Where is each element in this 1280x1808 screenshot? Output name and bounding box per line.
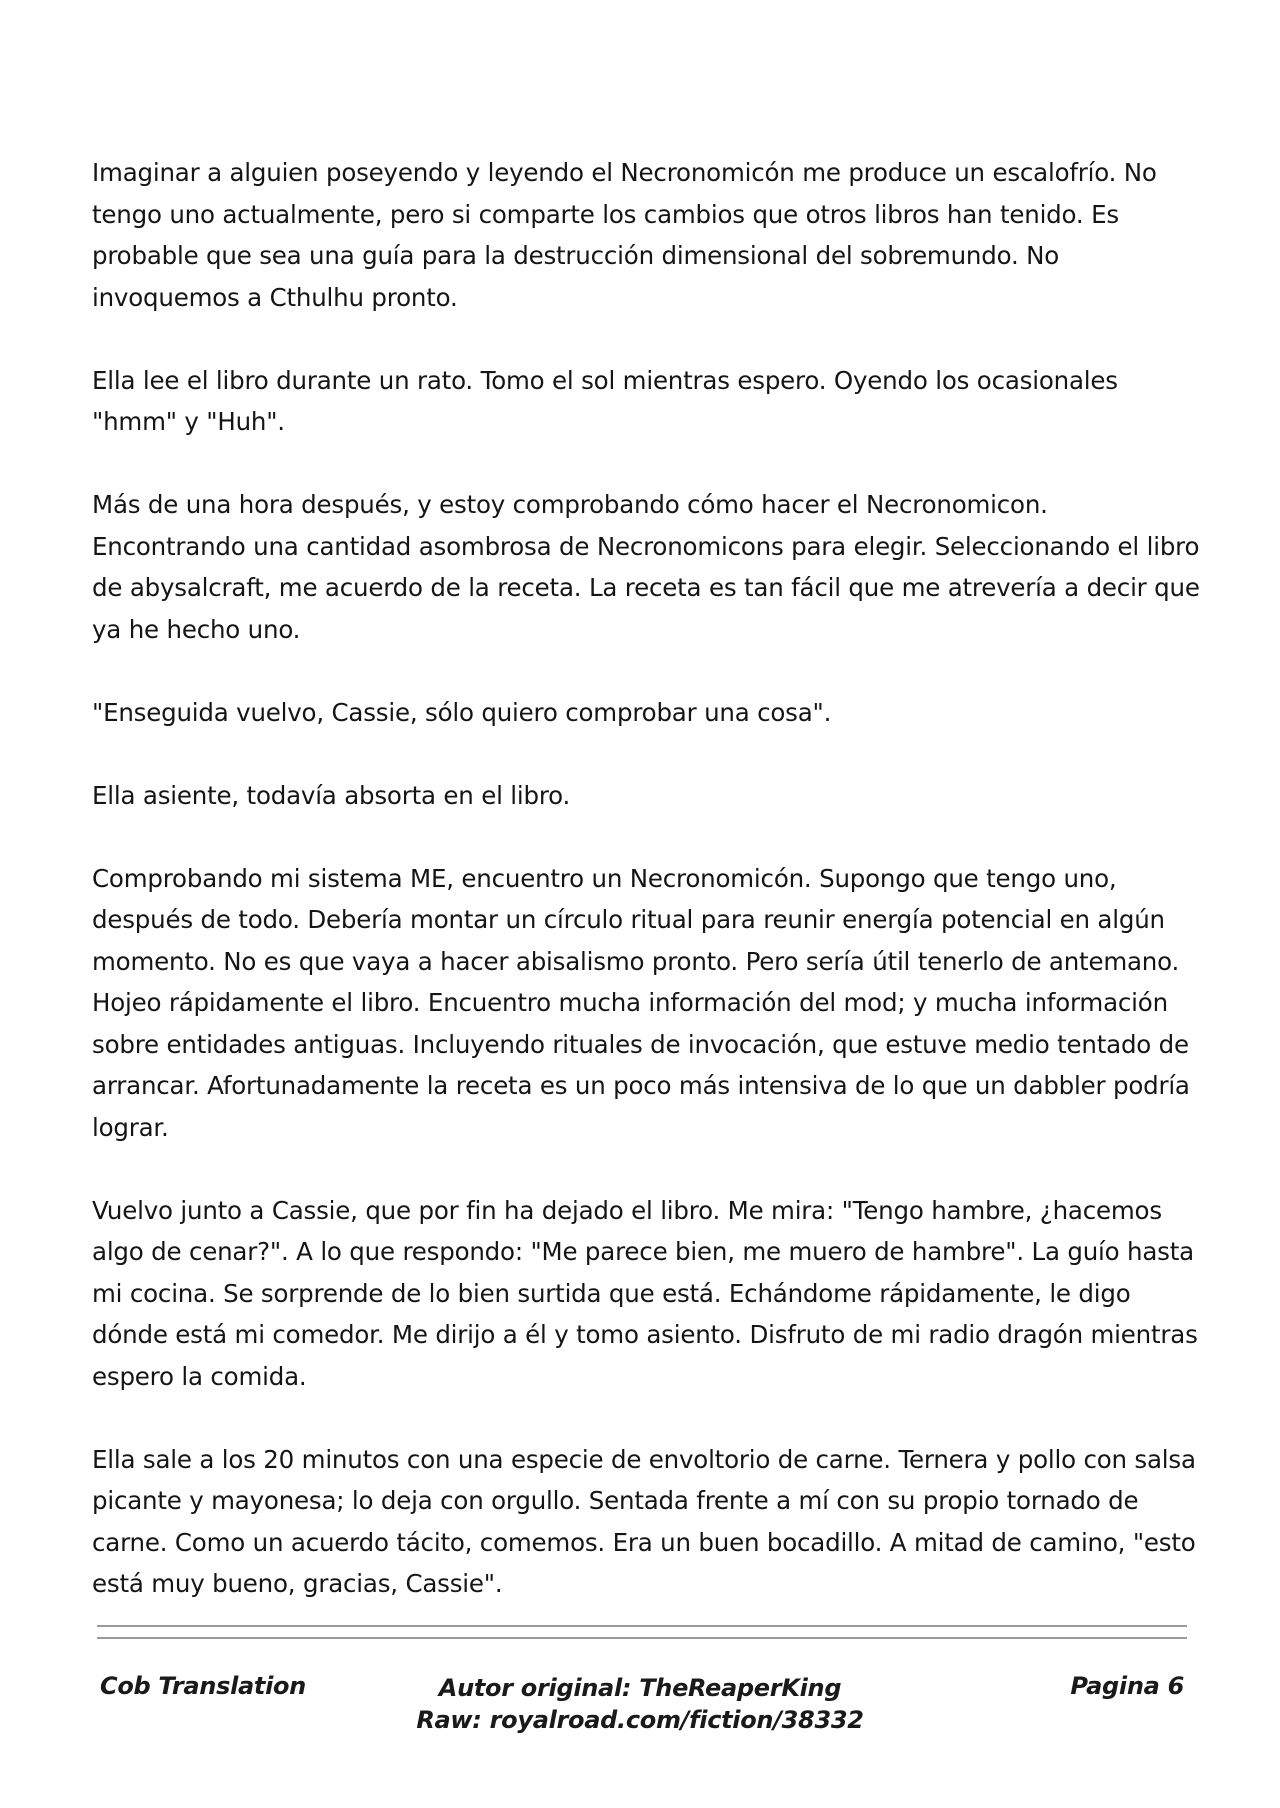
footer-translator: Cob Translation <box>100 1672 306 1700</box>
paragraph: "Enseguida vuelvo, Cassie, sólo quiero comprobar una cosa". <box>92 697 832 727</box>
paragraph: Ella asiente, todavía absorta en el libro. <box>92 780 571 810</box>
paragraph: Ella lee el libro durante un rato. Tomo el sol mientras espero. Oyendo los ocasionales "hmm" y "Huh". <box>92 365 1118 436</box>
footer-divider-top <box>97 1625 1187 1627</box>
paragraph: Vuelvo junto a Cassie, que por fin ha dejado el libro. Me mira: "Tengo hambre, ¿hacemos algo de cenar?". A lo que respondo: "Me parece bien, me muero de hambre". La guío hasta mi cocina. Se sorprende de lo bien surtida que está. Echándome rápidamente, le digo dónde está mi comedor. Me dirijo a él y tomo asiento. Disfruto de mi radio dragón mientras espero la comida. <box>92 1195 1198 1391</box>
paragraph: Más de una hora después, y estoy comprobando cómo hacer el Necronomicon. Encontrando una cantidad asombrosa de Necronomicons para elegir. Seleccionando el libro de abysalcraft, me acuerdo de la receta. La receta es tan fácil que me atrevería a decir que ya he hecho uno. <box>92 490 1200 644</box>
paragraph: Imaginar a alguien poseyendo y leyendo el Necronomicón me produce un escalofrío. No tengo uno actualmente, pero si comparte los cambios que otros libros han tenido. Es probable que sea una guía para la destrucción dimensional del sobremundo. No invoquemos a Cthulhu pronto. <box>92 158 1157 312</box>
page-number: Pagina 6 <box>1070 1672 1184 1700</box>
footer-divider-bottom <box>97 1637 1187 1639</box>
footer-raw-source: Raw: royalroad.com/fiction/38332 <box>416 1706 864 1734</box>
chapter-body <box>92 152 1202 1605</box>
paragraph: Comprobando mi sistema ME, encuentro un Necronomicón. Supongo que tengo uno, después de todo. Debería montar un círculo ritual para reunir energía potencial en algún momento. No es que vaya a hacer abisalismo pronto. Pero sería útil tenerlo de antemano. Hojeo rápidamente el libro. Encuentro mucha información del mod; y mucha información sobre entidades antiguas. Incluyendo rituales de invocación, que estuve medio tentado de arrancar. Afortunadamente la receta es un poco más intensiva de lo que un dabbler podría lograr. <box>92 863 1190 1142</box>
footer-original-author: Autor original: TheReaperKing <box>438 1674 842 1702</box>
paragraph: Ella sale a los 20 minutos con una especie de envoltorio de carne. Ternera y pollo con salsa picante y mayonesa; lo deja con orgullo. Sentada frente a mí con su propio tornado de carne. Como un acuerdo tácito, comemos. Era un buen bocadillo. A mitad de camino, "esto está muy bueno, gracias, Cassie". <box>92 1444 1196 1598</box>
